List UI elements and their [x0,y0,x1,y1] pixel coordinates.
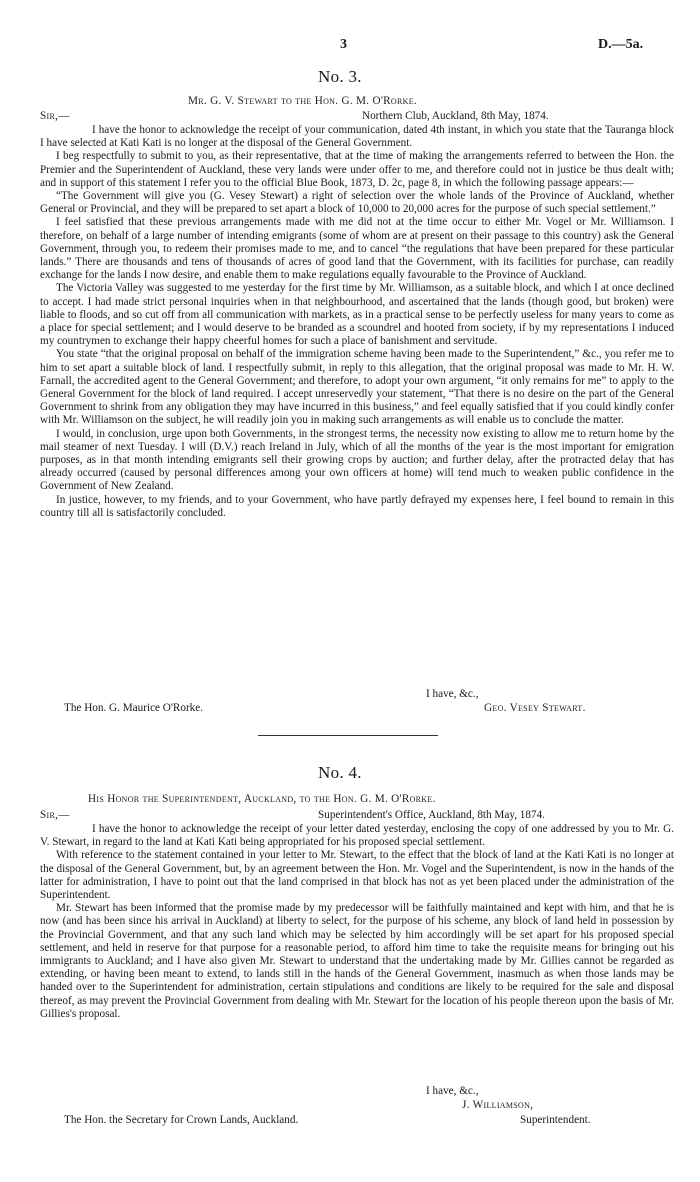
letter-4-number: No. 4. [318,763,362,782]
letter-3-paragraph-2: I beg respectfully to submit to you, as their representative, that at the time of making the arrangements referred to between the Hon. the Premier and the Superintendent of Auckland, these very lands were under offer to me, and therefore could not in justice be thus dealt with; and in support of this statement I refer you to the official Blue Book, 1873, D. 2c, page 8, in which the following passage appears:— [40,150,674,189]
letter-3-paragraph-7: In justice, however, to my friends, and to your Government, who have partly defrayed my expenses here, I feel bound to remain in this country till all is satisfactorily concluded. [40,493,674,519]
letter-3-address-date: Northern Club, Auckland, 8th May, 1874. [362,110,549,122]
letter-4-paragraph-3: Mr. Stewart has been informed that the promise made by my predecessor will be faithfully maintained and kept with him, and that he is now (and has been since his arrival in Auckland) at liberty to select, for the purpose of his scheme, any block of land held in possession by the Provincial Government, and that any such land which may be selected by him accordingly will be set apart for his proposed special settlement, and held in reserve for that purpose for a reasonable period, to afford him time to take the requisite means for bringing out his immigrants to Auckland; and I have also given Mr. Stewart to understand that the undertaking made by Mr. Gillies cannot be regarded as extending, or having been meant to extend, to lands still in the hands of the General Government, inasmuch as when those lands may be handed over to the Superintendent for administration, certain stipulations and conditions are likely to be required for the sale and disposal thereof, as may prevent the Provincial Government from dealing with Mr. Stewart for the location of his people thereon upon the basis of Mr. Gillies's proposal. [40,902,674,1020]
letter-4-signature: J. Williamson, [462,1099,534,1111]
letter-4-signature-title: Superintendent. [520,1114,591,1126]
letter-3-paragraph-4: The Victoria Valley was suggested to me yesterday for the first time by Mr. Williamson, as a suitable block, and which I at once declined to accept. I had made strict personal inquiries when in that neighbourhood, and ascertained that the lands (though good, but broken) were liable to floods, and so cut off from all communication with markets, as in a practical sense to be perfectly useless for many years to come as a place for special settlement; and I would deserve to be branded as a scoundrel and hooted from society, if by my representations I induced my countrymen to exchange their happy cheerful homes for such a place of banishment and servitude. [40,282,674,348]
letter-4-paragraph-1: I have the honor to acknowledge the receipt of your letter dated yesterday, enclosing the copy of one addressed by you to Mr. G. V. Stewart, in regard to the land at Kati Kati being appropriated for his proposed special settlement. [40,823,674,849]
page-number: 3 [340,37,347,52]
letter-4-address-date: Superintendent's Office, Auckland, 8th May, 1874. [318,809,545,821]
letter-3-addressee: The Hon. G. Maurice O'Rorke. [64,702,204,714]
letter-3-paragraph-1: I have the honor to acknowledge the receipt of your communication, dated 4th instant, in which you state that the Tauranga block I have selected at Kati Kati is no longer at the disposal of the General Government. [40,124,674,150]
letter-4-salutation: Sir,— [40,809,70,821]
letter-3-paragraph-3: I feel satisfied that these previous arrangements made with me did not at the time occur to either Mr. Vogel or Mr. Williamson. I therefore, on behalf of a large number of intending emigrants (some of whom are at present on their passage to this country) ask the General Government, through you, to redeem their promises made to me, and to cancel “the regulations that have been prepared for these particular lands.” There are thousands and tens of thousands of acres of good land that the Government, with its facilities for purchase, can readily exchange for the lands I now desire, and enable them to make regulations equally favourable to the Province of Auckland. [40,216,674,282]
letter-4-paragraph-2: With reference to the statement contained in your letter to Mr. Stewart, to the effect that the block of land at the Kati Kati is no longer at the disposal of the General Government, but, by an agreement between the Hon. Mr. Vogel and the Superintendent, is now in the hands of the latter for administration, I have to point out that the land comprised in that block has not as yet been placed under the administration of the Superintendent. [40,849,674,902]
document-reference: D.—5a. [598,37,644,52]
letter-3-heading: Mr. G. V. Stewart to the Hon. G. M. O'Rorke. [188,95,417,107]
letter-3-body [40,124,674,520]
letter-3-paragraph-6: I would, in conclusion, urge upon both Governments, in the strongest terms, the necessity now existing to allow me to return home by the mail steamer of next Tuesday. I will (D.V.) reach Ireland in July, which of all the months of the year is the most important for emigration purposes, as in that month intending emigrants sell their growing crops by auction; and further delay, after the protracted delay that has already occurred (caused by personal differences among your own officers at home) will tend much to weaken public confidence in the Government of New Zealand. [40,427,674,493]
letter-3-paragraph-5: You state “that the original proposal on behalf of the immigration scheme having been made to the Superintendent,” &c., you refer me to him to set apart a suitable block of land. I respectfully submit, in reply to this allegation, that the original proposal was made to Mr. H. W. Farnall, the accredited agent to the General Government; and therefore, to adopt your own argument, “it only remains for me” to apply to the General Government for the block of land required. I accept unreservedly your statement, “That there is no desire on the part of the General Government to shrink from any obligation they may have incurred in this business,” and feel equally satisfied that if you could kindly confer with Mr. Williamson on the subject, he will readily join you in making such arrangements as will enable us to conclude the matter. [40,348,674,427]
letter-3-closing: I have, &c., [426,688,479,700]
letter-3-quotation: “The Government will give you (G. Vesey Stewart) a right of selection over the whole lands of the Province of Auckland, whether General or Provincial, and they will be prepared to set apart a block of 10,000 to 20,000 acres for the purpose of such special settlement.” [40,190,674,216]
letter-4-body [40,823,674,1021]
letter-3-number: No. 3. [318,67,362,86]
letter-3-signature: Geo. Vesey Stewart. [484,702,586,714]
letter-3-salutation: Sir,— [40,110,70,122]
letter-4-closing: I have, &c., [426,1085,479,1097]
section-divider [258,735,438,736]
letter-4-heading: His Honor the Superintendent, Auckland, to the Hon. G. M. O'Rorke. [88,793,436,805]
letter-4-addressee: The Hon. the Secretary for Crown Lands, Auckland. [64,1114,299,1126]
